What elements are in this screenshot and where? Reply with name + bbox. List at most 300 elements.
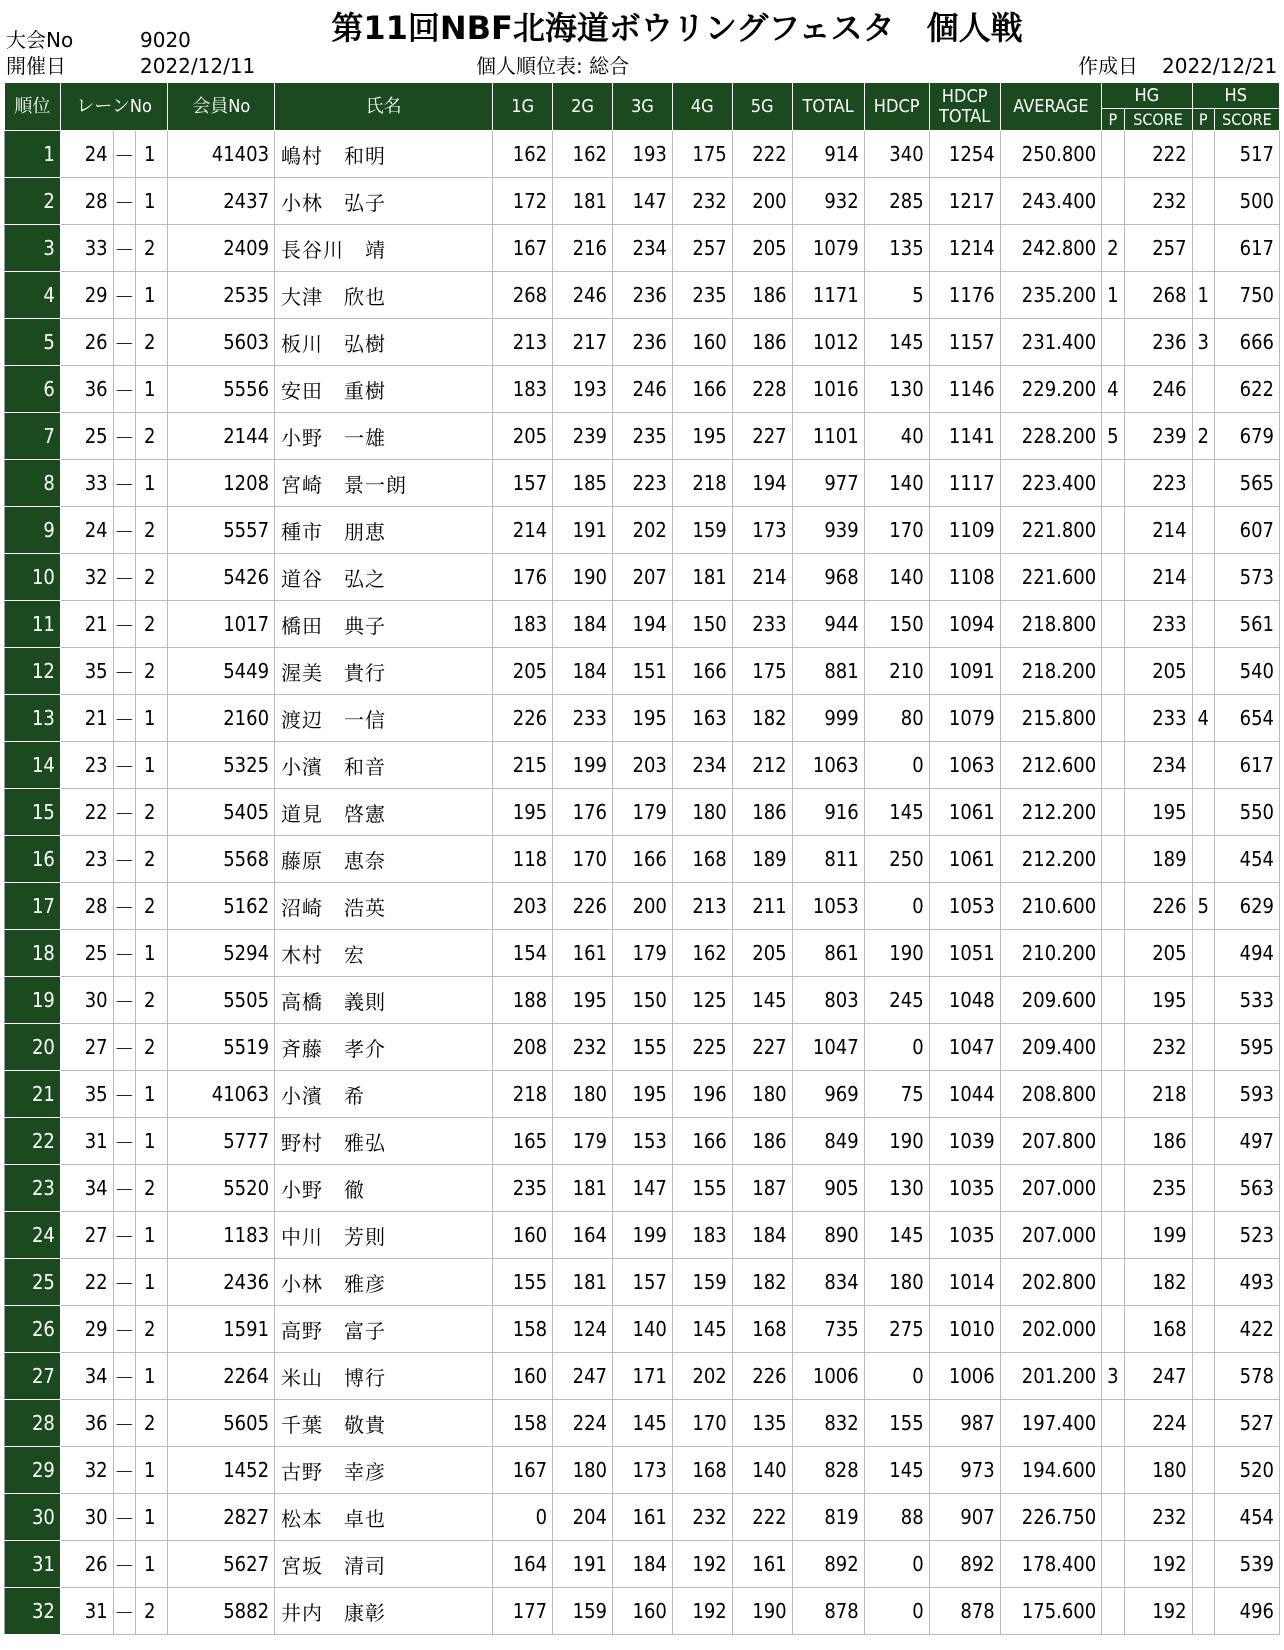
rank-cell: 4 (5, 272, 61, 319)
hdcp-total-cell: 1048 (929, 977, 1000, 1024)
rank-cell: 20 (5, 1024, 61, 1071)
hdcp-cell: 40 (864, 413, 929, 460)
hdcp-total-cell: 1039 (929, 1118, 1000, 1165)
table-row (5, 554, 1280, 601)
rank-cell: 18 (5, 930, 61, 977)
game1-cell: 208 (493, 1024, 553, 1071)
hg-place-cell (1102, 1212, 1124, 1259)
hg-place-cell (1102, 1400, 1124, 1447)
rank-cell: 5 (5, 319, 61, 366)
game1-cell: 195 (493, 789, 553, 836)
player-name-cell: 沼崎 浩英 (275, 883, 493, 930)
player-name-cell: 安田 重樹 (275, 366, 493, 413)
game2-cell: 181 (553, 1259, 613, 1306)
table-row (5, 1400, 1280, 1447)
table-row (5, 789, 1280, 836)
lane-separator: － (113, 1541, 135, 1588)
game1-cell: 167 (493, 225, 553, 272)
hdcp-cell: 80 (864, 695, 929, 742)
lane-side-cell: 1 (135, 272, 168, 319)
game1-cell: 268 (493, 272, 553, 319)
hdcp-total-cell: 1044 (929, 1071, 1000, 1118)
hdcp-cell: 130 (864, 366, 929, 413)
hdcp-cell: 145 (864, 789, 929, 836)
average-cell: 228.200 (1000, 413, 1102, 460)
total-cell: 811 (792, 836, 864, 883)
lane-separator: － (113, 319, 135, 366)
lane-separator: － (113, 648, 135, 695)
hs-place-cell (1192, 507, 1214, 554)
game1-cell: 188 (493, 977, 553, 1024)
game5-cell: 233 (732, 601, 792, 648)
table-row (5, 836, 1280, 883)
average-cell: 207.000 (1000, 1165, 1102, 1212)
game3-cell: 166 (613, 836, 673, 883)
table-row (5, 1212, 1280, 1259)
hdcp-total-cell: 892 (929, 1541, 1000, 1588)
rank-cell: 11 (5, 601, 61, 648)
game4-cell: 166 (672, 366, 732, 413)
total-cell: 1171 (792, 272, 864, 319)
member-no-cell: 5162 (168, 883, 275, 930)
total-cell: 819 (792, 1494, 864, 1541)
lane-cell: 31 (60, 1588, 113, 1635)
average-cell: 202.000 (1000, 1306, 1102, 1353)
game1-cell: 160 (493, 1212, 553, 1259)
rank-cell: 28 (5, 1400, 61, 1447)
game5-cell: 190 (732, 1588, 792, 1635)
hs-score-cell: 523 (1214, 1212, 1279, 1259)
hs-score-cell: 750 (1214, 272, 1279, 319)
total-cell: 834 (792, 1259, 864, 1306)
average-cell: 209.400 (1000, 1024, 1102, 1071)
hdcp-total-cell: 1010 (929, 1306, 1000, 1353)
hdcp-cell: 285 (864, 178, 929, 225)
member-no-cell: 1452 (168, 1447, 275, 1494)
game2-cell: 226 (553, 883, 613, 930)
rank-cell: 2 (5, 178, 61, 225)
player-name-cell: 木村 宏 (275, 930, 493, 977)
lane-cell: 33 (60, 225, 113, 272)
hs-score-cell: 540 (1214, 648, 1279, 695)
lane-side-cell: 1 (135, 1212, 168, 1259)
game1-cell: 164 (493, 1541, 553, 1588)
total-cell: 968 (792, 554, 864, 601)
col-total: TOTAL (792, 83, 864, 131)
hs-score-cell: 617 (1214, 225, 1279, 272)
member-no-cell: 2827 (168, 1494, 275, 1541)
hs-score-cell: 607 (1214, 507, 1279, 554)
hg-score-cell: 192 (1124, 1588, 1192, 1635)
hs-score-cell: 539 (1214, 1541, 1279, 1588)
member-no-cell: 5556 (168, 366, 275, 413)
hdcp-total-cell: 1109 (929, 507, 1000, 554)
report-name: 個人順位表: 総合 (476, 54, 630, 78)
player-name-cell: 千葉 敬貴 (275, 1400, 493, 1447)
hdcp-cell: 0 (864, 1353, 929, 1400)
game2-cell: 180 (553, 1071, 613, 1118)
hg-score-cell: 192 (1124, 1541, 1192, 1588)
game3-cell: 140 (613, 1306, 673, 1353)
hg-place-cell: 4 (1102, 366, 1124, 413)
hdcp-cell: 0 (864, 883, 929, 930)
hdcp-cell: 0 (864, 742, 929, 789)
lane-cell: 22 (60, 1259, 113, 1306)
hdcp-cell: 5 (864, 272, 929, 319)
hs-place-cell: 1 (1192, 272, 1214, 319)
lane-separator: － (113, 1494, 135, 1541)
player-name-cell: 小林 弘子 (275, 178, 493, 225)
rank-cell: 19 (5, 977, 61, 1024)
hg-place-cell (1102, 178, 1124, 225)
player-name-cell: 斉藤 孝介 (275, 1024, 493, 1071)
hdcp-cell: 210 (864, 648, 929, 695)
table-row (5, 225, 1280, 272)
game1-cell: 0 (493, 1494, 553, 1541)
hg-score-cell: 236 (1124, 319, 1192, 366)
game3-cell: 147 (613, 1165, 673, 1212)
rank-cell: 9 (5, 507, 61, 554)
member-no-cell: 5603 (168, 319, 275, 366)
lane-side-cell: 2 (135, 601, 168, 648)
game4-cell: 257 (672, 225, 732, 272)
player-name-cell: 高橋 義則 (275, 977, 493, 1024)
lane-separator: － (113, 1118, 135, 1165)
hg-score-cell: 222 (1124, 131, 1192, 178)
hs-score-cell: 527 (1214, 1400, 1279, 1447)
game5-cell: 227 (732, 1024, 792, 1071)
lane-side-cell: 2 (135, 1024, 168, 1071)
game5-cell: 186 (732, 272, 792, 319)
game3-cell: 223 (613, 460, 673, 507)
lane-separator: － (113, 1024, 135, 1071)
lane-cell: 35 (60, 1071, 113, 1118)
hdcp-cell: 140 (864, 554, 929, 601)
hg-place-cell (1102, 1494, 1124, 1541)
lane-separator: － (113, 460, 135, 507)
hg-place-cell (1102, 883, 1124, 930)
player-name-cell: 藤原 恵奈 (275, 836, 493, 883)
lane-side-cell: 1 (135, 460, 168, 507)
game1-cell: 214 (493, 507, 553, 554)
game3-cell: 161 (613, 1494, 673, 1541)
average-cell: 242.800 (1000, 225, 1102, 272)
lane-separator: － (113, 1071, 135, 1118)
game4-cell: 234 (672, 742, 732, 789)
game3-cell: 199 (613, 1212, 673, 1259)
member-no-cell: 41403 (168, 131, 275, 178)
hs-score-cell: 517 (1214, 131, 1279, 178)
hg-score-cell: 232 (1124, 1024, 1192, 1071)
player-name-cell: 宮崎 景一朗 (275, 460, 493, 507)
hdcp-total-cell: 1061 (929, 789, 1000, 836)
hdcp-cell: 250 (864, 836, 929, 883)
game4-cell: 213 (672, 883, 732, 930)
table-row (5, 1494, 1280, 1541)
hg-score-cell: 233 (1124, 695, 1192, 742)
table-row (5, 131, 1280, 178)
rank-cell: 15 (5, 789, 61, 836)
lane-cell: 25 (60, 413, 113, 460)
lane-side-cell: 2 (135, 977, 168, 1024)
game5-cell: 140 (732, 1447, 792, 1494)
game2-cell: 191 (553, 507, 613, 554)
table-row (5, 648, 1280, 695)
game2-cell: 191 (553, 1541, 613, 1588)
game2-cell: 181 (553, 1165, 613, 1212)
hdcp-cell: 150 (864, 601, 929, 648)
hs-score-cell: 593 (1214, 1071, 1279, 1118)
game5-cell: 186 (732, 1118, 792, 1165)
lane-separator: － (113, 930, 135, 977)
col-average: AVERAGE (1000, 83, 1102, 131)
member-no-cell: 5505 (168, 977, 275, 1024)
table-row (5, 1306, 1280, 1353)
table-row (5, 1165, 1280, 1212)
game5-cell: 186 (732, 789, 792, 836)
hg-place-cell: 5 (1102, 413, 1124, 460)
player-name-cell: 渡辺 一信 (275, 695, 493, 742)
game1-cell: 167 (493, 1447, 553, 1494)
lane-side-cell: 1 (135, 930, 168, 977)
lane-cell: 35 (60, 648, 113, 695)
player-name-cell: 古野 幸彦 (275, 1447, 493, 1494)
average-cell: 210.600 (1000, 883, 1102, 930)
game2-cell: 176 (553, 789, 613, 836)
hs-score-cell: 617 (1214, 742, 1279, 789)
page-title: 第11回NBF北海道ボウリングフェスタ 個人戦 (331, 9, 1023, 47)
game1-cell: 158 (493, 1400, 553, 1447)
game4-cell: 166 (672, 1118, 732, 1165)
hdcp-total-cell: 1157 (929, 319, 1000, 366)
game2-cell: 204 (553, 1494, 613, 1541)
member-no-cell: 5325 (168, 742, 275, 789)
hg-place-cell (1102, 930, 1124, 977)
game1-cell: 203 (493, 883, 553, 930)
total-cell: 881 (792, 648, 864, 695)
total-cell: 1053 (792, 883, 864, 930)
lane-cell: 27 (60, 1024, 113, 1071)
game4-cell: 166 (672, 648, 732, 695)
player-name-cell: 小野 一雄 (275, 413, 493, 460)
lane-separator: － (113, 272, 135, 319)
table-row (5, 1353, 1280, 1400)
average-cell: 209.600 (1000, 977, 1102, 1024)
game3-cell: 207 (613, 554, 673, 601)
game2-cell: 184 (553, 601, 613, 648)
total-cell: 735 (792, 1306, 864, 1353)
hdcp-total-cell: 1053 (929, 883, 1000, 930)
hs-place-cell (1192, 601, 1214, 648)
rank-cell: 25 (5, 1259, 61, 1306)
game3-cell: 160 (613, 1588, 673, 1635)
rank-cell: 26 (5, 1306, 61, 1353)
hg-score-cell: 168 (1124, 1306, 1192, 1353)
game1-cell: 158 (493, 1306, 553, 1353)
average-cell: 202.800 (1000, 1259, 1102, 1306)
table-row (5, 1118, 1280, 1165)
ranking-table (4, 82, 1280, 1635)
game5-cell: 180 (732, 1071, 792, 1118)
col-rank: 順位 (5, 83, 61, 131)
table-row (5, 1541, 1280, 1588)
hs-place-cell (1192, 178, 1214, 225)
lane-separator: － (113, 507, 135, 554)
lane-cell: 29 (60, 1306, 113, 1353)
game5-cell: 211 (732, 883, 792, 930)
hs-place-cell (1192, 1494, 1214, 1541)
game4-cell: 180 (672, 789, 732, 836)
member-no-cell: 5568 (168, 836, 275, 883)
lane-side-cell: 2 (135, 319, 168, 366)
average-cell: 231.400 (1000, 319, 1102, 366)
hs-score-cell: 578 (1214, 1353, 1279, 1400)
hs-place-cell (1192, 1447, 1214, 1494)
lane-side-cell: 2 (135, 507, 168, 554)
table-row (5, 930, 1280, 977)
hg-place-cell (1102, 1447, 1124, 1494)
hg-place-cell (1102, 554, 1124, 601)
hs-place-cell (1192, 1024, 1214, 1071)
lane-cell: 22 (60, 789, 113, 836)
total-cell: 916 (792, 789, 864, 836)
table-row (5, 977, 1280, 1024)
hs-place-cell (1192, 742, 1214, 789)
hs-place-cell (1192, 1212, 1214, 1259)
hg-place-cell: 1 (1102, 272, 1124, 319)
player-name-cell: 小濱 希 (275, 1071, 493, 1118)
hdcp-cell: 170 (864, 507, 929, 554)
member-no-cell: 2160 (168, 695, 275, 742)
game2-cell: 232 (553, 1024, 613, 1071)
hdcp-total-cell: 1047 (929, 1024, 1000, 1071)
hs-place-cell (1192, 648, 1214, 695)
hs-place-cell (1192, 789, 1214, 836)
player-name-cell: 中川 芳則 (275, 1212, 493, 1259)
game5-cell: 189 (732, 836, 792, 883)
game3-cell: 179 (613, 930, 673, 977)
lane-separator: － (113, 554, 135, 601)
game3-cell: 193 (613, 131, 673, 178)
average-cell: 223.400 (1000, 460, 1102, 507)
lane-cell: 23 (60, 742, 113, 789)
lane-side-cell: 1 (135, 366, 168, 413)
player-name-cell: 道見 啓憲 (275, 789, 493, 836)
hs-place-cell (1192, 1353, 1214, 1400)
hg-score-cell: 239 (1124, 413, 1192, 460)
rank-cell: 32 (5, 1588, 61, 1635)
rank-cell: 21 (5, 1071, 61, 1118)
game2-cell: 161 (553, 930, 613, 977)
average-cell: 208.800 (1000, 1071, 1102, 1118)
hdcp-cell: 75 (864, 1071, 929, 1118)
lane-cell: 36 (60, 1400, 113, 1447)
rank-cell: 23 (5, 1165, 61, 1212)
game3-cell: 203 (613, 742, 673, 789)
game4-cell: 202 (672, 1353, 732, 1400)
player-name-cell: 松本 卓也 (275, 1494, 493, 1541)
hdcp-cell: 190 (864, 930, 929, 977)
hdcp-cell: 340 (864, 131, 929, 178)
average-cell: 218.800 (1000, 601, 1102, 648)
total-cell: 939 (792, 507, 864, 554)
member-no-cell: 2144 (168, 413, 275, 460)
hs-place-cell (1192, 836, 1214, 883)
total-cell: 932 (792, 178, 864, 225)
player-name-cell: 橋田 典子 (275, 601, 493, 648)
lane-side-cell: 2 (135, 883, 168, 930)
hdcp-total-cell: 1061 (929, 836, 1000, 883)
game2-cell: 185 (553, 460, 613, 507)
lane-cell: 31 (60, 1118, 113, 1165)
table-row (5, 695, 1280, 742)
player-name-cell: 渥美 貴行 (275, 648, 493, 695)
game2-cell: 184 (553, 648, 613, 695)
game3-cell: 234 (613, 225, 673, 272)
hg-place-cell (1102, 648, 1124, 695)
game4-cell: 181 (672, 554, 732, 601)
total-cell: 905 (792, 1165, 864, 1212)
player-name-cell: 小野 徹 (275, 1165, 493, 1212)
average-cell: 212.200 (1000, 789, 1102, 836)
table-row (5, 366, 1280, 413)
game5-cell: 135 (732, 1400, 792, 1447)
hs-score-cell: 561 (1214, 601, 1279, 648)
hdcp-total-cell: 1063 (929, 742, 1000, 789)
game3-cell: 195 (613, 1071, 673, 1118)
hg-score-cell: 224 (1124, 1400, 1192, 1447)
hs-score-cell: 629 (1214, 883, 1279, 930)
game4-cell: 192 (672, 1588, 732, 1635)
member-no-cell: 5520 (168, 1165, 275, 1212)
game3-cell: 171 (613, 1353, 673, 1400)
lane-side-cell: 2 (135, 1306, 168, 1353)
game2-cell: 216 (553, 225, 613, 272)
game4-cell: 218 (672, 460, 732, 507)
rank-cell: 16 (5, 836, 61, 883)
table-row (5, 1024, 1280, 1071)
game4-cell: 150 (672, 601, 732, 648)
game5-cell: 222 (732, 131, 792, 178)
lane-cell: 34 (60, 1165, 113, 1212)
game5-cell: 186 (732, 319, 792, 366)
game4-cell: 159 (672, 507, 732, 554)
game5-cell: 205 (732, 930, 792, 977)
table-row (5, 319, 1280, 366)
total-cell: 1101 (792, 413, 864, 460)
col-name: 氏名 (275, 83, 493, 131)
game3-cell: 173 (613, 1447, 673, 1494)
average-cell: 250.800 (1000, 131, 1102, 178)
tournament-no: 9020 (140, 28, 191, 52)
game2-cell: 233 (553, 695, 613, 742)
game4-cell: 232 (672, 178, 732, 225)
game5-cell: 214 (732, 554, 792, 601)
lane-side-cell: 2 (135, 789, 168, 836)
hs-place-cell (1192, 1165, 1214, 1212)
hdcp-total-cell: 878 (929, 1588, 1000, 1635)
lane-side-cell: 2 (135, 836, 168, 883)
col-hdcp-total-line1: HDCP (941, 85, 988, 107)
game4-cell: 155 (672, 1165, 732, 1212)
total-cell: 1012 (792, 319, 864, 366)
player-name-cell: 長谷川 靖 (275, 225, 493, 272)
game3-cell: 202 (613, 507, 673, 554)
lane-separator: － (113, 413, 135, 460)
member-no-cell: 5426 (168, 554, 275, 601)
hs-score-cell: 493 (1214, 1259, 1279, 1306)
total-cell: 969 (792, 1071, 864, 1118)
